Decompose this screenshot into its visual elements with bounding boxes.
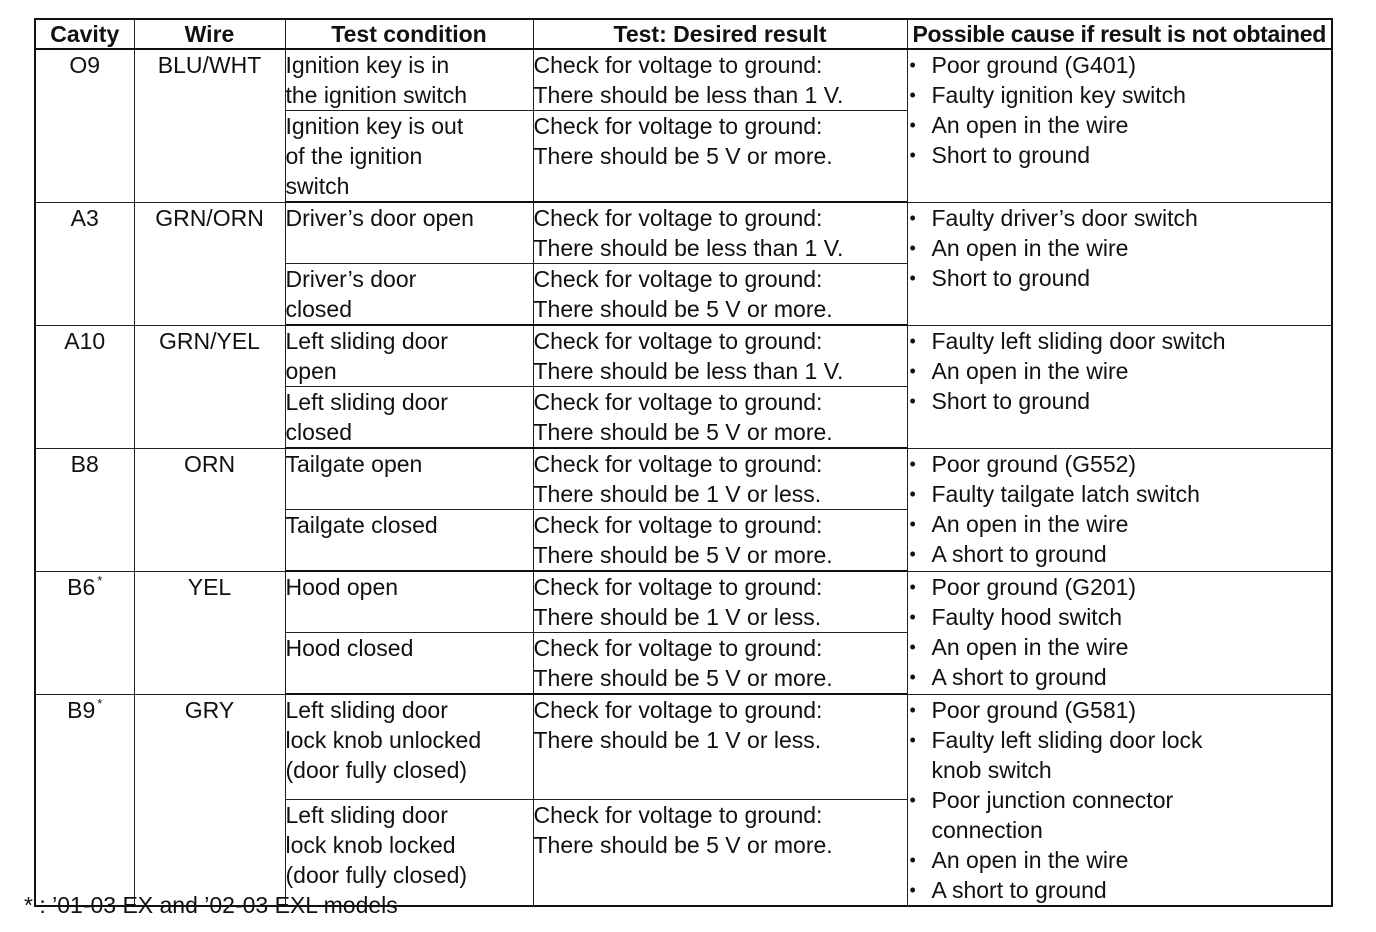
cause-text: An open in the wire: [931, 633, 1129, 660]
cause-text: Short to ground: [931, 264, 1091, 291]
cause-item: [908, 140, 1332, 170]
bullet-icon: •: [909, 115, 916, 135]
cause-text: An open in the wire: [931, 234, 1129, 261]
cause-item: [908, 725, 1332, 785]
bullet-icon: •: [909, 606, 916, 627]
bullet-icon: •: [909, 849, 916, 870]
test-condition-cell: Left sliding door closed: [285, 387, 533, 449]
cavity-cell: [35, 448, 134, 571]
connector-test-table: [34, 18, 1333, 907]
cause-text: A short to ground: [931, 540, 1107, 567]
cause-text: Faulty hood switch: [931, 603, 1122, 630]
wire-cell: GRN/ORN: [134, 202, 285, 325]
cause-item: [908, 509, 1332, 539]
bullet-icon: •: [909, 789, 916, 810]
cause-text: An open in the wire: [931, 112, 1129, 138]
test-condition-cell: Hood closed: [285, 633, 533, 695]
cause-text: Poor junction connector connection: [931, 786, 1174, 843]
desired-result-cell: Check for voltage to ground: There should be 1 V or less.: [533, 571, 907, 633]
table-row: [35, 448, 1332, 510]
bullet-icon: •: [909, 879, 916, 900]
bullet-icon: •: [909, 55, 916, 75]
cause-text: An open in the wire: [931, 357, 1129, 384]
cavity-cell: [35, 49, 134, 202]
possible-cause-cell: [907, 694, 1332, 906]
possible-cause-cell: [907, 202, 1332, 325]
header-possible-cause: Possible cause if result is not obtained: [907, 19, 1332, 49]
cause-text: Faulty ignition key switch: [931, 82, 1186, 108]
cause-item: [908, 449, 1332, 479]
cavity-label: A3: [70, 204, 99, 231]
desired-result-cell: Check for voltage to ground: There should be 1 V or less.: [533, 448, 907, 510]
bullet-icon: •: [909, 729, 916, 750]
cause-item: [908, 386, 1332, 416]
wire-cell: GRN/YEL: [134, 325, 285, 448]
bullet-icon: •: [909, 513, 916, 534]
bullet-icon: •: [909, 237, 916, 258]
bullet-icon: •: [909, 360, 916, 381]
cause-text: A short to ground: [931, 663, 1107, 690]
cause-item: [908, 539, 1332, 569]
bullet-icon: •: [909, 85, 916, 105]
bullet-icon: •: [909, 699, 916, 720]
cause-item: [908, 110, 1332, 140]
wire-cell: GRY: [134, 694, 285, 906]
cause-text: Poor ground (G201): [931, 573, 1137, 600]
cause-item: [908, 203, 1332, 233]
cavity-cell: [35, 571, 134, 694]
desired-result-cell: Check for voltage to ground: There should be 5 V or more.: [533, 510, 907, 572]
cause-text: Poor ground (G401): [931, 52, 1137, 78]
cause-item: [908, 80, 1332, 110]
cavity-cell: [35, 202, 134, 325]
cause-item: [908, 632, 1332, 662]
cause-item: [908, 50, 1332, 80]
cause-text: Faulty left sliding door switch: [931, 327, 1226, 354]
cause-text: An open in the wire: [931, 846, 1129, 873]
cause-text: A short to ground: [931, 876, 1107, 903]
desired-result-cell: Check for voltage to ground: There should be 5 V or more.: [533, 111, 907, 203]
cause-text: An open in the wire: [931, 510, 1129, 537]
cause-item: [908, 845, 1332, 875]
table-row: [35, 571, 1332, 633]
desired-result-cell: Check for voltage to ground: There should be 5 V or more.: [533, 633, 907, 695]
cavity-label: B8: [70, 450, 99, 477]
cause-item: [908, 326, 1332, 356]
footnote-marker: *: [97, 695, 103, 711]
cause-text: Short to ground: [931, 142, 1091, 168]
cavity-cell: [35, 694, 134, 906]
cause-text: Faulty tailgate latch switch: [931, 480, 1200, 507]
wire-cell: BLU/WHT: [134, 49, 285, 202]
cavity-label: B9: [67, 696, 96, 723]
table-row: [35, 694, 1332, 800]
cavity-label: A10: [64, 327, 106, 354]
header-desired-result: Test: Desired result: [533, 19, 907, 49]
test-condition-cell: Left sliding door lock knob unlocked (door fully closed): [285, 694, 533, 800]
cavity-cell: [35, 325, 134, 448]
test-condition-cell: Driver’s door open: [285, 202, 533, 264]
bullet-icon: •: [909, 330, 916, 351]
test-condition-cell: Tailgate open: [285, 448, 533, 510]
possible-cause-cell: [907, 448, 1332, 571]
test-condition-cell: Ignition key is out of the ignition switch: [285, 111, 533, 203]
test-condition-cell: Driver’s door closed: [285, 264, 533, 326]
test-condition-cell: Hood open: [285, 571, 533, 633]
desired-result-cell: Check for voltage to ground: There should be less than 1 V.: [533, 325, 907, 387]
desired-result-cell: Check for voltage to ground: There should be 1 V or less.: [533, 694, 907, 800]
cause-text: Poor ground (G552): [931, 450, 1137, 477]
bullet-icon: •: [909, 267, 916, 288]
cause-item: [908, 479, 1332, 509]
cause-item: [908, 233, 1332, 263]
cause-text: Short to ground: [931, 387, 1091, 414]
bullet-icon: •: [909, 207, 916, 228]
bullet-icon: •: [909, 390, 916, 411]
cavity-label: B6: [67, 573, 96, 600]
cause-item: [908, 785, 1332, 845]
bullet-icon: •: [909, 576, 916, 597]
table-row: [35, 325, 1332, 387]
test-condition-cell: Left sliding door lock knob locked (door fully closed): [285, 800, 533, 906]
cause-item: [908, 602, 1332, 632]
bullet-icon: •: [909, 483, 916, 504]
footnote: * : ’01-03 EX and ’02-03 EXL models: [24, 892, 398, 918]
bullet-icon: •: [909, 636, 916, 657]
wire-cell: YEL: [134, 571, 285, 694]
cause-text: Poor ground (G581): [931, 696, 1137, 723]
cause-text: Faulty driver’s door switch: [931, 204, 1198, 231]
bullet-icon: •: [909, 453, 916, 474]
bullet-icon: •: [909, 145, 916, 165]
cause-item: [908, 572, 1332, 602]
header-cavity: Cavity: [35, 19, 134, 49]
possible-cause-cell: [907, 49, 1332, 202]
test-condition-cell: Ignition key is in the ignition switch: [285, 49, 533, 111]
footnote-marker: *: [97, 572, 103, 588]
desired-result-cell: Check for voltage to ground: There should be less than 1 V.: [533, 202, 907, 264]
cause-item: [908, 662, 1332, 692]
cause-text: Faulty left sliding door lock knob switch: [931, 726, 1203, 783]
desired-result-cell: Check for voltage to ground: There should be less than 1 V.: [533, 49, 907, 111]
table-body: [35, 49, 1332, 906]
table-row: [35, 202, 1332, 264]
desired-result-cell: Check for voltage to ground: There should be 5 V or more.: [533, 387, 907, 449]
desired-result-cell: Check for voltage to ground: There should be 5 V or more.: [533, 800, 907, 906]
test-condition-cell: Left sliding door open: [285, 325, 533, 387]
cause-item: [908, 263, 1332, 293]
cause-item: [908, 875, 1332, 905]
header-wire: Wire: [134, 19, 285, 49]
desired-result-cell: Check for voltage to ground: There should be 5 V or more.: [533, 264, 907, 326]
possible-cause-cell: [907, 325, 1332, 448]
table-row: [35, 49, 1332, 111]
bullet-icon: •: [909, 543, 916, 564]
wire-cell: ORN: [134, 448, 285, 571]
cavity-label: O9: [69, 52, 101, 78]
cause-item: [908, 356, 1332, 386]
cause-item: [908, 695, 1332, 725]
bullet-icon: •: [909, 666, 916, 687]
header-test-condition: Test condition: [285, 19, 533, 49]
table-header-row: [35, 19, 1332, 49]
possible-cause-cell: [907, 571, 1332, 694]
test-condition-cell: Tailgate closed: [285, 510, 533, 572]
